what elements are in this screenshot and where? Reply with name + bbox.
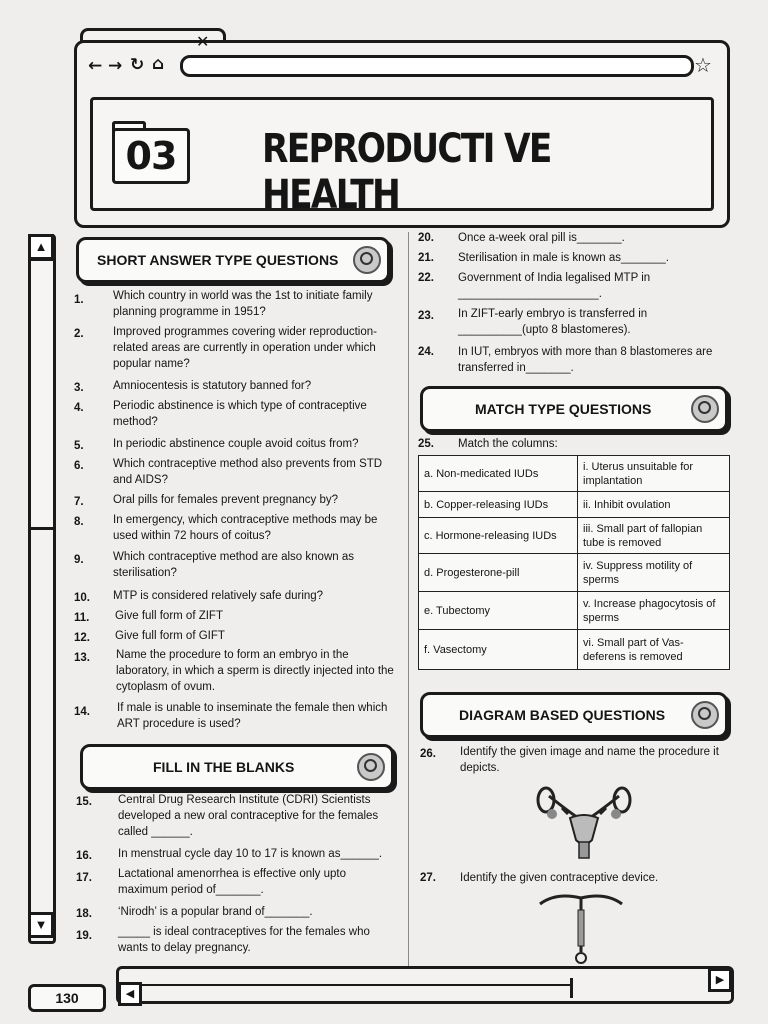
question-text: Identify the given contraceptive device. (460, 872, 659, 884)
scrollbar-divider (570, 978, 573, 998)
scroll-up-icon[interactable]: ▲ (28, 234, 54, 260)
table-row (419, 554, 730, 592)
close-icon[interactable]: ✕ (196, 32, 210, 51)
question-text: If male is unable to inseminate the female then which ART procedure is used? (117, 702, 388, 730)
table-cell: vi. Small part of Vas-deferens is removed (578, 630, 730, 670)
question-text: In ZIFT-early embryo is transferred in __________(upto 8 blastomeres). (458, 308, 648, 336)
search-icon (691, 395, 719, 423)
question-number: 20. (418, 232, 434, 244)
question-number: 9. (74, 554, 84, 566)
match-table (418, 455, 730, 670)
chapter-number: 03 (125, 134, 177, 178)
question-text: Periodic abstinence is which type of contraceptive method? (113, 400, 367, 428)
question-number: 26. (420, 748, 436, 760)
question-number: 16. (76, 850, 92, 862)
question-number: 18. (76, 908, 92, 920)
question-number: 24. (418, 346, 434, 358)
question-number: 14. (74, 706, 90, 718)
question-text: Oral pills for females prevent pregnancy by? (113, 494, 338, 506)
question-text: Which contraceptive method are also known as sterilisation? (113, 551, 354, 579)
question-number: 1. (74, 294, 84, 306)
copper-t-iud-image (536, 888, 626, 968)
section-title: MATCH TYPE QUESTIONS (475, 401, 652, 417)
scrollbar-thumb[interactable] (28, 258, 56, 530)
question-text: Sterilisation in male is known as_______. (458, 252, 669, 264)
question-number: 15. (76, 796, 92, 808)
question-number: 13. (74, 652, 90, 664)
question-text: Lactational amenorrhea is effective only upto maximum period of_______. (118, 868, 347, 896)
table-cell: ii. Inhibit ovulation (578, 492, 730, 518)
question-number: 8. (74, 516, 84, 528)
scroll-right-icon[interactable]: ▶ (708, 968, 732, 992)
question-text: Government of India legalised MTP in ______________________. (458, 272, 651, 300)
table-cell: iii. Small part of fallopian tube is removed (578, 518, 730, 554)
page-number: 130 (28, 984, 106, 1012)
table-cell: iv. Suppress motility of sperms (578, 554, 730, 592)
question-number: 25. (418, 438, 434, 450)
question-text: _____ is ideal contraceptives for the females who wants to delay pregnancy. (118, 926, 370, 954)
question-number: 10. (74, 592, 90, 604)
question-text: In periodic abstinence couple avoid coitus from? (113, 438, 359, 450)
section-fill-blanks (80, 744, 394, 790)
question-text: Amniocentesis is statutory banned for? (113, 380, 312, 392)
column-divider (408, 232, 409, 970)
question-number: 11. (74, 612, 90, 624)
table-cell: i. Uterus unsuitable for implantation (578, 456, 730, 492)
table-row (419, 630, 730, 670)
section-title: FILL IN THE BLANKS (153, 759, 295, 775)
table-cell: c. Hormone-releasing IUDs (419, 518, 578, 554)
question-number: 22. (418, 272, 434, 284)
question-text: In IUT, embryos with more than 8 blastomeres are transferred in_______. (458, 346, 713, 374)
question-number: 12. (74, 632, 90, 644)
table-cell: f. Vasectomy (419, 630, 578, 670)
table-cell: a. Non-medicated IUDs (419, 456, 578, 492)
table-cell: e. Tubectomy (419, 592, 578, 630)
question-text: MTP is considered relatively safe during? (113, 590, 324, 602)
question-number: 2. (74, 328, 84, 340)
question-text: Match the columns: (458, 438, 558, 450)
search-icon (691, 701, 719, 729)
question-text: ‘Nirodh’ is a popular brand of_______. (118, 906, 313, 918)
question-number: 6. (74, 460, 84, 472)
table-row (419, 518, 730, 554)
table-cell: b. Copper-releasing IUDs (419, 492, 578, 518)
forward-icon[interactable]: → (108, 56, 123, 76)
question-number: 27. (420, 872, 436, 884)
section-diagram-based (420, 692, 728, 738)
table-row (419, 592, 730, 630)
question-text: Which contraceptive method also prevents from STD and AIDS? (113, 458, 383, 486)
tubectomy-diagram-image (534, 782, 634, 862)
section-title: SHORT ANSWER TYPE QUESTIONS (97, 252, 339, 268)
question-text: Give full form of ZIFT (115, 610, 223, 622)
table-cell: d. Progesterone-pill (419, 554, 578, 592)
question-text: Improved programmes covering wider reproduction-related areas are currently in operation under which popular name? (113, 326, 377, 370)
question-number: 23. (418, 310, 434, 322)
back-icon[interactable]: ← (88, 56, 103, 76)
home-icon[interactable]: ⌂ (152, 54, 165, 74)
search-icon (357, 753, 385, 781)
search-icon (353, 246, 381, 274)
question-text: Identify the given image and name the procedure it depicts. (460, 746, 719, 774)
question-number: 19. (76, 930, 92, 942)
question-number: 17. (76, 872, 92, 884)
question-number: 7. (74, 496, 84, 508)
question-text: Which country in world was the 1st to initiate family planning programme in 1951? (113, 290, 373, 318)
question-text: In emergency, which contraceptive methods may be used within 72 hours of coitus? (113, 514, 378, 542)
question-number: 5. (74, 440, 84, 452)
scroll-left-icon[interactable]: ◀ (118, 982, 142, 1006)
scrollbar-thumb[interactable] (138, 984, 570, 1000)
question-number: 3. (74, 382, 84, 394)
section-match-type (420, 386, 728, 432)
scroll-down-icon[interactable]: ▼ (28, 912, 54, 938)
chapter-title: REPRODUCTI VE HEALTH (262, 126, 551, 218)
table-cell: v. Increase phagocytosis of sperms (578, 592, 730, 630)
question-number: 4. (74, 402, 84, 414)
section-title: DIAGRAM BASED QUESTIONS (459, 707, 666, 723)
question-text: In menstrual cycle day 10 to 17 is known as______. (118, 848, 383, 860)
question-text: Give full form of GIFT (115, 630, 225, 642)
address-bar[interactable] (180, 55, 694, 77)
section-short-answer (76, 237, 390, 283)
question-text: Name the procedure to form an embryo in the laboratory, in which a sperm is directly injected into the cytoplasm of ovum. (116, 649, 394, 693)
table-row (419, 492, 730, 518)
reload-icon[interactable]: ↻ (130, 55, 145, 75)
star-icon[interactable]: ☆ (694, 53, 712, 77)
table-row (419, 456, 730, 492)
question-number: 21. (418, 252, 434, 264)
question-text: Central Drug Research Institute (CDRI) Scientists developed a new oral contraceptive for the females called ______. (118, 794, 379, 838)
question-text: Once a-week oral pill is_______. (458, 232, 625, 244)
